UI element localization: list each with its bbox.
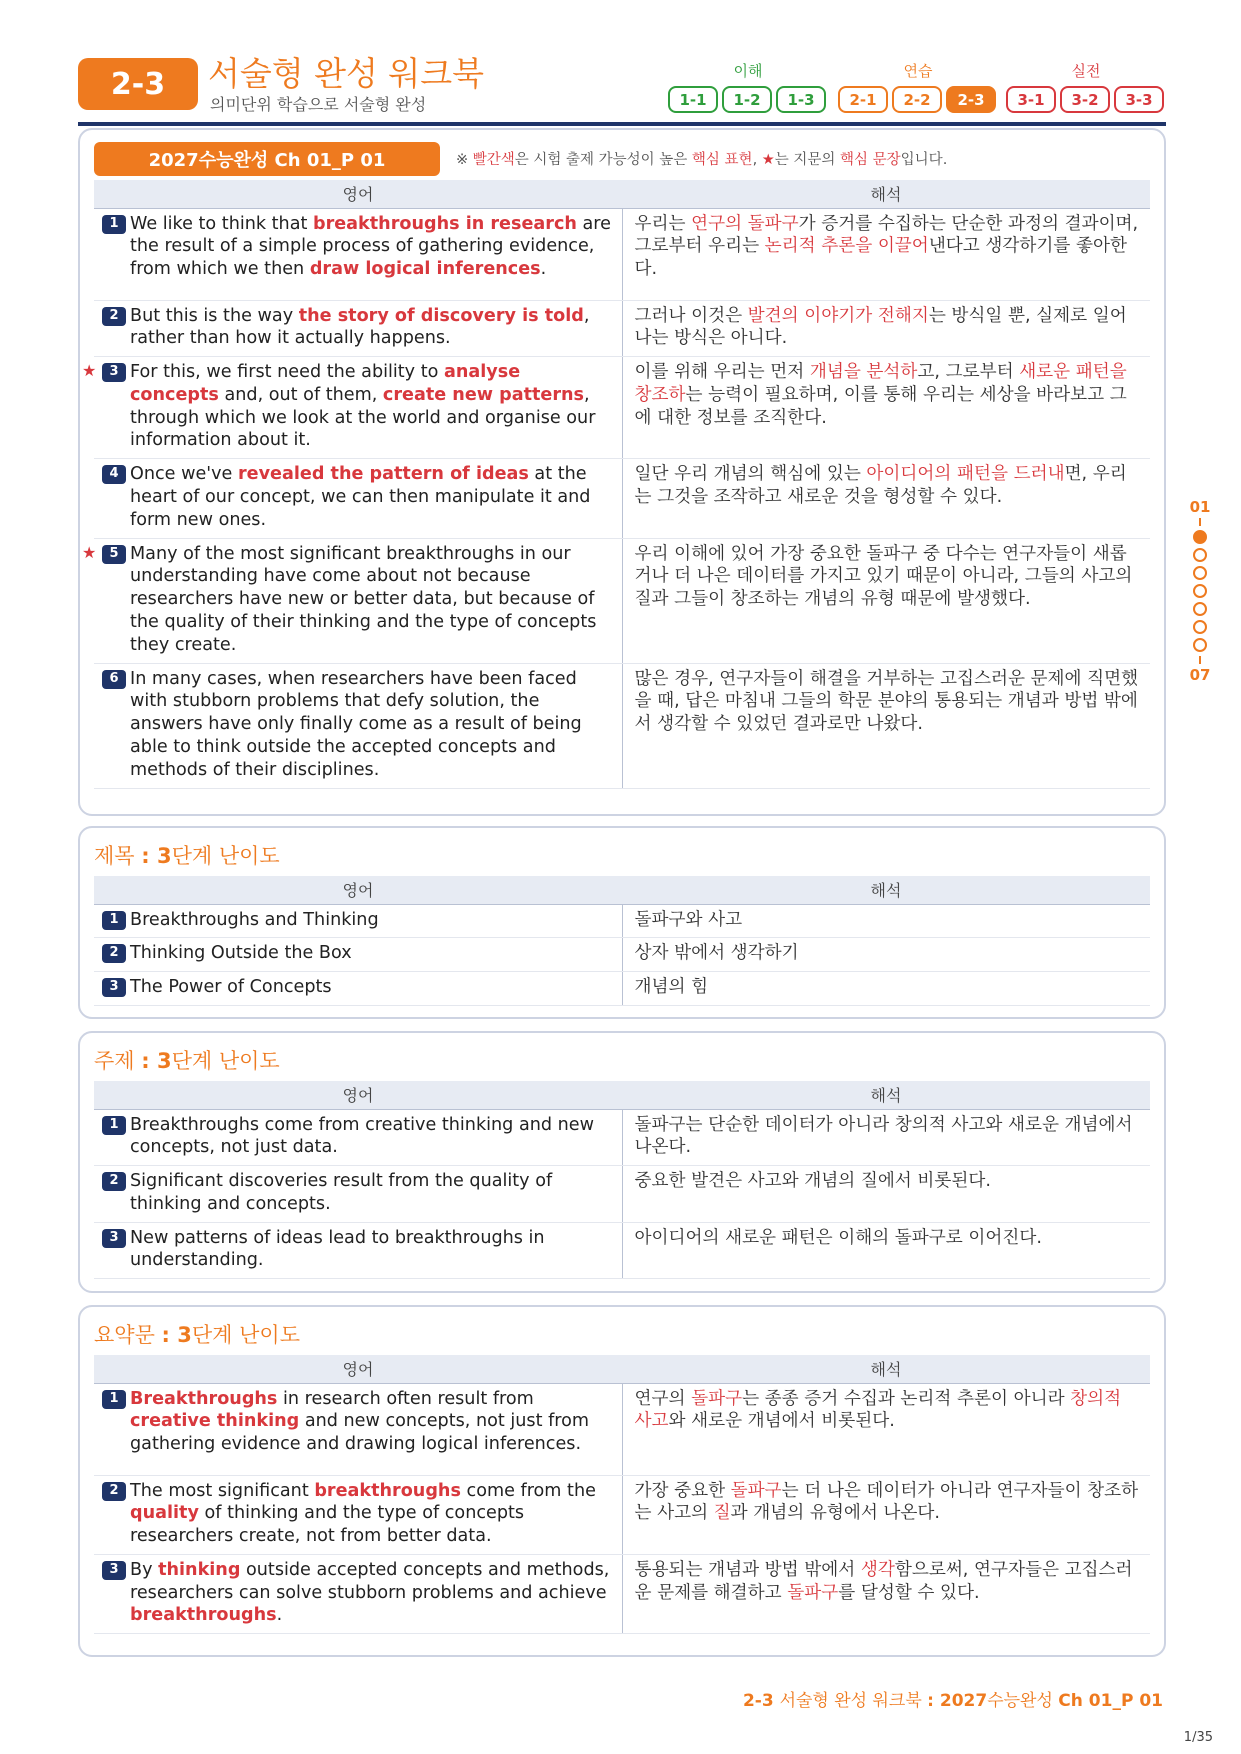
sentence-number: 3 bbox=[102, 363, 126, 382]
sentence-number: 4 bbox=[102, 465, 126, 484]
col-korean: 해석 bbox=[622, 1355, 1150, 1383]
progress-start-label: 01 bbox=[1189, 498, 1211, 516]
english-cell: 2 But this is the way the story of discovery is told, rather than how it actually happens. bbox=[94, 300, 622, 357]
key-sentence-star-icon: ★ bbox=[82, 542, 97, 562]
section-badge: 2-3 bbox=[78, 58, 198, 110]
step-button-2-3[interactable]: 2-3 bbox=[946, 86, 996, 113]
table-row bbox=[94, 972, 1150, 1006]
key-sentence-star-icon: ★ bbox=[82, 361, 97, 381]
table-row bbox=[94, 459, 1150, 538]
sentence-number: 2 bbox=[102, 1482, 126, 1501]
english-cell: 4 Once we've revealed the pattern of ideas at the heart of our concept, we can then manipulate it and form new ones. bbox=[94, 459, 622, 538]
korean-cell: 우리는 연구의 돌파구가 증거를 수집하는 단순한 과정의 결과이며, 그로부터 우리는 논리적 추론을 이끌어낸다고 생각하기를 좋아한다. bbox=[622, 208, 1150, 300]
title-panel bbox=[78, 826, 1166, 1019]
english-cell: 2 Thinking Outside the Box bbox=[94, 938, 622, 972]
table-row bbox=[94, 1475, 1150, 1554]
english-cell: 2 The most significant breakthroughs come from the quality of thinking and the type of concepts researchers create, not from better data. bbox=[94, 1475, 622, 1554]
korean-cell: 이를 위해 우리는 먼저 개념을 분석하고, 그로부터 새로운 패턴을 창조하는 능력이 필요하며, 이를 통해 우리는 세상을 바라보고 그에 대한 정보를 조직한다. bbox=[622, 357, 1150, 459]
legend-note: ※ 빨간색은 시험 출제 가능성이 높은 핵심 표현, ★는 지문의 핵심 문장입니다. bbox=[456, 152, 948, 168]
passage-panel bbox=[78, 128, 1166, 816]
english-cell: 1 Breakthroughs and Thinking bbox=[94, 904, 622, 938]
progress-dot bbox=[1193, 530, 1207, 544]
sentence-number: 2 bbox=[102, 1172, 126, 1191]
table-row bbox=[94, 663, 1150, 788]
english-cell: 1 Breakthroughs come from creative thinking and new concepts, not just data. bbox=[94, 1109, 622, 1166]
korean-cell: 돌파구와 사고 bbox=[622, 904, 1150, 938]
step-group-label: 이해 bbox=[733, 62, 763, 80]
progress-dot bbox=[1193, 566, 1207, 580]
summary-table bbox=[94, 1355, 1150, 1634]
table-row bbox=[94, 1109, 1150, 1166]
english-cell: 1 We like to think that breakthroughs in research are the result of a simple process of gathering evidence, from which we then draw logical inferences. bbox=[94, 208, 622, 300]
theme-panel bbox=[78, 1031, 1166, 1293]
table-row bbox=[94, 938, 1150, 972]
step-button-2-2[interactable]: 2-2 bbox=[892, 86, 942, 113]
passage-table bbox=[82, 180, 1150, 789]
sentence-number: 1 bbox=[102, 1116, 126, 1135]
sentence-number: 1 bbox=[102, 215, 126, 234]
korean-cell: 그러나 이것은 발견의 이야기가 전해지는 방식일 뿐, 실제로 일어나는 방식은 아니다. bbox=[622, 300, 1150, 357]
progress-dot bbox=[1193, 584, 1207, 598]
step-button-1-3[interactable]: 1-3 bbox=[776, 86, 826, 113]
progress-dot bbox=[1193, 638, 1207, 652]
step-group-label: 연습 bbox=[903, 62, 933, 80]
col-korean: 해석 bbox=[622, 1081, 1150, 1109]
korean-cell: 우리 이해에 있어 가장 중요한 돌파구 중 다수는 연구자들이 새롭거나 더 나은 데이터를 가지고 있기 때문이 아니라, 그들의 사고의 질과 그들이 창조하는 개념의 유형 때문에 발생했다. bbox=[622, 538, 1150, 663]
progress-dot bbox=[1193, 602, 1207, 616]
theme-table bbox=[94, 1081, 1150, 1279]
step-button-3-1[interactable]: 3-1 bbox=[1006, 86, 1056, 113]
progress-bar-top bbox=[1199, 518, 1201, 526]
sentence-number: 6 bbox=[102, 670, 126, 689]
korean-cell: 가장 중요한 돌파구는 더 나은 데이터가 아니라 연구자들이 창조하는 사고의 질과 개념의 유형에서 나온다. bbox=[622, 1475, 1150, 1554]
step-button-2-1[interactable]: 2-1 bbox=[838, 86, 888, 113]
sentence-number: 2 bbox=[102, 307, 126, 326]
english-cell: ★ 3 For this, we first need the ability to analyse concepts and, out of them, create new patterns, through which we look at the world and organise our information about it. bbox=[94, 357, 622, 459]
progress-bar-bottom bbox=[1199, 656, 1201, 664]
sentence-number: 3 bbox=[102, 978, 126, 997]
step-button-1-1[interactable]: 1-1 bbox=[668, 86, 718, 113]
page-number: 1/35 bbox=[1183, 1730, 1213, 1745]
english-cell: 6 In many cases, when researchers have been faced with stubborn problems that defy solution, the answers have only finally come as a result of being able to think outside the accepted concepts and methods of their disciplines. bbox=[94, 663, 622, 788]
korean-cell: 상자 밖에서 생각하기 bbox=[622, 938, 1150, 972]
col-english: 영어 bbox=[94, 1081, 622, 1109]
summary-panel bbox=[78, 1305, 1166, 1657]
table-row bbox=[94, 357, 1150, 459]
progress-dot bbox=[1193, 548, 1207, 562]
korean-cell: 개념의 힘 bbox=[622, 972, 1150, 1006]
page-title: 서술형 완성 워크북 bbox=[208, 54, 485, 93]
col-korean: 해석 bbox=[622, 180, 1150, 208]
col-english: 영어 bbox=[94, 1355, 622, 1383]
table-row bbox=[94, 1222, 1150, 1279]
english-cell: 3 The Power of Concepts bbox=[94, 972, 622, 1006]
korean-cell: 중요한 발견은 사고와 개념의 질에서 비롯된다. bbox=[622, 1166, 1150, 1223]
step-button-3-2[interactable]: 3-2 bbox=[1060, 86, 1110, 113]
table-row bbox=[94, 1166, 1150, 1223]
col-english: 영어 bbox=[94, 180, 622, 208]
table-row bbox=[94, 904, 1150, 938]
table-row bbox=[94, 208, 1150, 300]
progress-end-label: 07 bbox=[1189, 666, 1211, 684]
step-button-3-3[interactable]: 3-3 bbox=[1114, 86, 1164, 113]
english-cell: 1 Breakthroughs in research often result from creative thinking and new concepts, not just from gathering evidence and drawing logical inferences. bbox=[94, 1383, 622, 1475]
sentence-number: 3 bbox=[102, 1229, 126, 1248]
step-group-label: 실전 bbox=[1071, 62, 1101, 80]
summary-section-heading: 요약문 : 3단계 난이도 bbox=[94, 1323, 300, 1347]
sentence-number: 5 bbox=[102, 545, 126, 564]
title-section-heading: 제목 : 3단계 난이도 bbox=[94, 844, 280, 868]
sentence-number: 1 bbox=[102, 1390, 126, 1409]
page-subtitle: 의미단위 학습으로 서술형 완성 bbox=[210, 95, 427, 114]
korean-cell: 통용되는 개념과 방법 밖에서 생각함으로써, 연구자들은 고집스러운 문제를 해결하고 돌파구를 달성할 수 있다. bbox=[622, 1554, 1150, 1633]
table-row bbox=[94, 300, 1150, 357]
korean-cell: 아이디어의 새로운 패턴은 이해의 돌파구로 이어진다. bbox=[622, 1222, 1150, 1279]
english-cell: 3 By thinking outside accepted concepts and methods, researchers can solve stubborn problems and achieve breakthroughs. bbox=[94, 1554, 622, 1633]
footer: 2-3 서술형 완성 워크북 : 2027수능완성 Ch 01_P 01 bbox=[742, 1691, 1163, 1711]
korean-cell: 일단 우리 개념의 핵심에 있는 아이디어의 패턴을 드러내면, 우리는 그것을 조작하고 새로운 것을 형성할 수 있다. bbox=[622, 459, 1150, 538]
col-korean: 해석 bbox=[622, 876, 1150, 904]
table-row bbox=[94, 538, 1150, 663]
sentence-number: 2 bbox=[102, 944, 126, 963]
page-progress bbox=[1185, 498, 1215, 684]
korean-cell: 돌파구는 단순한 데이터가 아니라 창의적 사고와 새로운 개념에서 나온다. bbox=[622, 1109, 1150, 1166]
source-chip: 2027수능완성 Ch 01_P 01 bbox=[94, 142, 440, 176]
sentence-number: 3 bbox=[102, 1561, 126, 1580]
english-cell: ★ 5 Many of the most significant breakthroughs in our understanding have come about not because researchers have new or better data, but because of the quality of their thinking and the type of concepts they create. bbox=[94, 538, 622, 663]
table-row bbox=[94, 1554, 1150, 1633]
header-divider bbox=[78, 122, 1166, 126]
english-cell: 3 New patterns of ideas lead to breakthroughs in understanding. bbox=[94, 1222, 622, 1279]
step-button-1-2[interactable]: 1-2 bbox=[722, 86, 772, 113]
english-cell: 2 Significant discoveries result from the quality of thinking and concepts. bbox=[94, 1166, 622, 1223]
theme-section-heading: 주제 : 3단계 난이도 bbox=[94, 1049, 280, 1073]
col-english: 영어 bbox=[94, 876, 622, 904]
progress-dot bbox=[1193, 620, 1207, 634]
korean-cell: 연구의 돌파구는 종종 증거 수집과 논리적 추론이 아니라 창의적 사고와 새로운 개념에서 비롯된다. bbox=[622, 1383, 1150, 1475]
table-row bbox=[94, 1383, 1150, 1475]
korean-cell: 많은 경우, 연구자들이 해결을 거부하는 고집스러운 문제에 직면했을 때, 답은 마침내 그들의 학문 분야의 통용되는 개념과 방법 밖에서 생각할 수 있었던 결과로만 나왔다. bbox=[622, 663, 1150, 788]
sentence-number: 1 bbox=[102, 911, 126, 930]
title-table bbox=[94, 876, 1150, 1006]
